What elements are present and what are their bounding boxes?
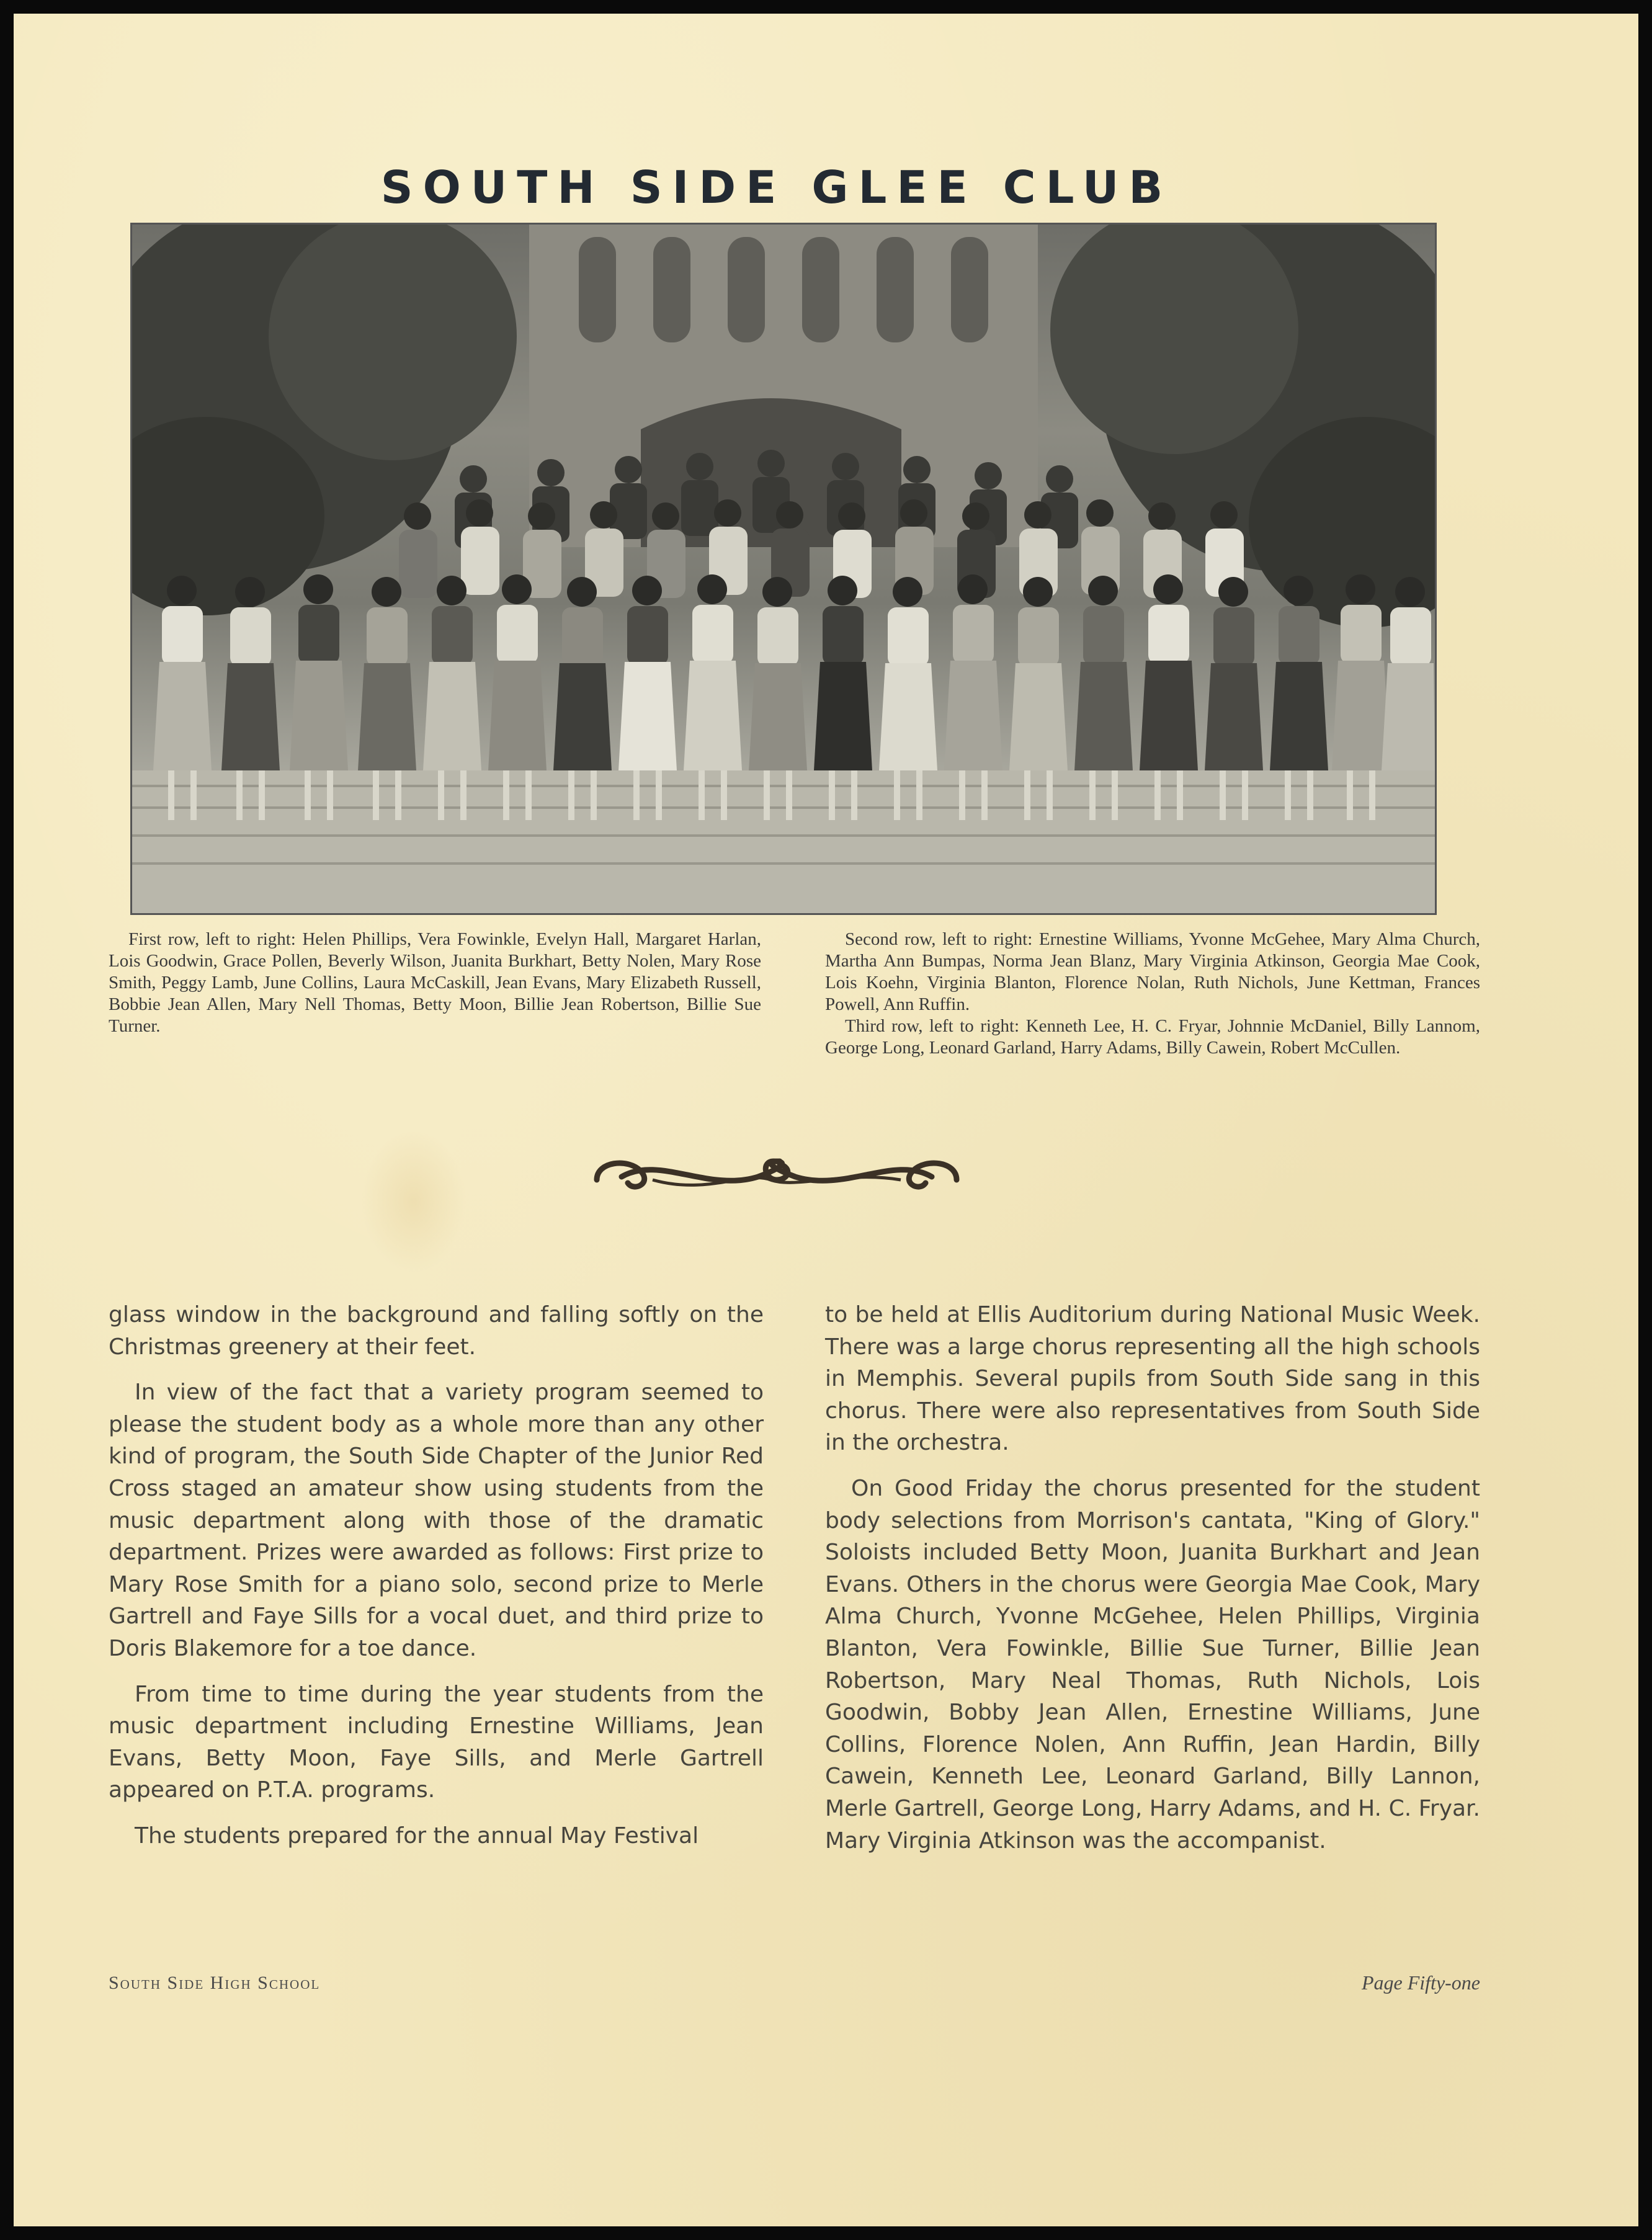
paragraph: On Good Friday the chorus presented for the student body selections from Morrison's cantata, "King of Glory." Soloists included Betty Moon, Juanita Burkhart and Jean Evans. Others in the chorus were Georgia Mae Cook, Mary Alma Church, Yvonne McGehee, Helen Phillips, Virginia Blanton, Vera Fowinkle, Billie Sue Turner, Billie Jean Robertson, Mary Neal Thomas, Ruth Nichols, Lois Goodwin, Bobby Jean Allen, Ernestine Williams, June Collins, Florence Nolen, Ann Ruffin, Jean Hardin, Billy Cawein, Kenneth Lee, Leonard Garland, Billy Lannon, Merle Gartrell, George Long, Harry Adams, and H. C. Fryar. Mary Virginia Atkinson was the accompanist. bbox=[825, 1475, 1480, 1854]
caption-first-row bbox=[109, 929, 761, 1037]
footer-page-number: Page Fifty-one bbox=[1361, 1971, 1480, 1994]
scroll-ornament-icon bbox=[584, 1143, 969, 1211]
caption-third-row-text: Third row, left to right: Kenneth Lee, H. C. Fryar, Johnnie McDaniel, Billy Lannom, George Long, Leonard Garland, Harry Adams, Billy Cawein, Robert McCullen. bbox=[825, 1016, 1480, 1058]
paragraph: In view of the fact that a variety program seemed to please the student body as a whole more than any other kind of program, the South Side Chapter of the Junior Red Cross staged an amateur show using students from the music department along with those of the dramatic department. Prizes were awarded as follows: First prize to Mary Rose Smith for a piano solo, second prize to Merle Gartrell and Faye Sills for a vocal duet, and third prize to Doris Blakemore for a toe dance. bbox=[109, 1380, 764, 1661]
caption-first-row-text: First row, left to right: Helen Phillips, Vera Fowinkle, Evelyn Hall, Margaret Harlan, Lois Goodwin, Grace Pollen, Beverly Wilson, Juanita Burkhart, Betty Nolen, Mary Rose Smith, Peggy Lamb, June Collins, Laura McCaskill, Jean Evans, Mary Elizabeth Russell, Bobbie Jean Allen, Mary Nell Thomas, Betty Moon, Billie Jean Robertson, Billie Sue Turner. bbox=[109, 929, 761, 1036]
caption-second-third-rows bbox=[825, 929, 1480, 1059]
paragraph: to be held at Ellis Auditorium during National Music Week. There was a large chorus representing all the high schools in Memphis. Several pupils from South Side sang in this chorus. There were also representatives from South Side in the orchestra. bbox=[825, 1302, 1480, 1456]
group-photo-illustration bbox=[132, 225, 1435, 913]
yearbook-page bbox=[14, 14, 1638, 2226]
article-column-left bbox=[109, 1299, 764, 1866]
paragraph: glass window in the background and falling softly on the Christmas greenery at their feet. bbox=[109, 1302, 764, 1360]
paragraph: The students prepared for the annual May Festival bbox=[135, 1823, 699, 1849]
group-photo bbox=[130, 223, 1437, 915]
paper-stain bbox=[361, 1130, 467, 1273]
footer-school-name: South Side High School bbox=[109, 1973, 321, 1993]
article-column-right bbox=[825, 1299, 1480, 1870]
page-title: SOUTH SIDE GLEE CLUB bbox=[380, 161, 1173, 213]
paragraph: From time to time during the year students from the music department including Ernestine Williams, Jean Evans, Betty Moon, Faye Sills, and Merle Gartrell appeared on P.T.A. programs. bbox=[109, 1681, 764, 1803]
caption-second-row-text: Second row, left to right: Ernestine Williams, Yvonne McGehee, Mary Alma Church, Martha Ann Bumpas, Norma Jean Blanz, Mary Virginia Atkinson, Georgia Mae Cook, Lois Koehn, Virginia Blanton, Florence Nolan, Ruth Nichols, June Kettman, Frances Powell, Ann Ruffin. bbox=[825, 929, 1480, 1014]
